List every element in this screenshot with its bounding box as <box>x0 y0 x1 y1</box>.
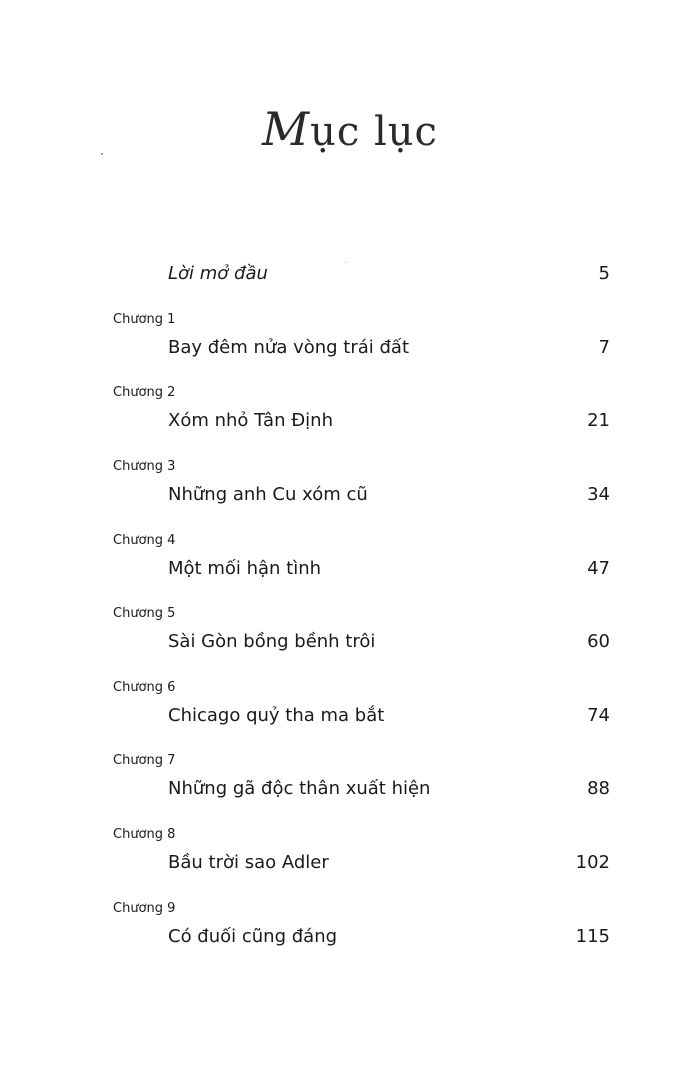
prelude-title: Lời mở đầu <box>168 263 268 284</box>
chapter-label: Chương 5 <box>113 606 176 621</box>
chapter-title: Sài Gòn bồng bềnh trôi <box>168 631 376 652</box>
chapter-page-number: 60 <box>587 631 610 652</box>
print-speck <box>101 153 103 155</box>
print-speck <box>345 262 346 263</box>
chapter-page-number: 74 <box>587 705 610 726</box>
chapter-label: Chương 8 <box>113 827 176 842</box>
chapter-page-number: 88 <box>587 778 610 799</box>
chapter-title: Chicago quỷ tha ma bắt <box>168 705 385 726</box>
chapter-page-number: 47 <box>587 558 610 579</box>
chapter-title: Những gã độc thân xuất hiện <box>168 778 431 799</box>
page-title <box>0 102 700 156</box>
chapter-label: Chương 3 <box>113 459 176 474</box>
chapter-title: Xóm nhỏ Tân Định <box>168 410 333 431</box>
chapter-label: Chương 6 <box>113 680 176 695</box>
prelude-page-number: 5 <box>598 263 610 284</box>
chapter-label: Chương 2 <box>113 385 176 400</box>
chapter-title: Những anh Cu xóm cũ <box>168 484 368 505</box>
chapter-page-number: 7 <box>598 337 610 358</box>
chapter-title: Có đuối cũng đáng <box>168 926 338 947</box>
chapter-label: Chương 9 <box>113 901 176 916</box>
chapter-title: Một mối hận tình <box>168 558 322 579</box>
chapter-label: Chương 4 <box>113 533 176 548</box>
chapter-page-number: 102 <box>575 852 610 873</box>
title-initial: M <box>262 102 311 156</box>
chapter-page-number: 34 <box>587 484 610 505</box>
title-rest: ục lục <box>310 109 438 155</box>
chapter-page-number: 21 <box>587 410 610 431</box>
chapter-label: Chương 7 <box>113 753 176 768</box>
chapter-label: Chương 1 <box>113 312 176 327</box>
chapter-page-number: 115 <box>575 926 610 947</box>
chapter-title: Bầu trời sao Adler <box>168 852 329 873</box>
chapter-title: Bay đêm nửa vòng trái đất <box>168 337 410 358</box>
